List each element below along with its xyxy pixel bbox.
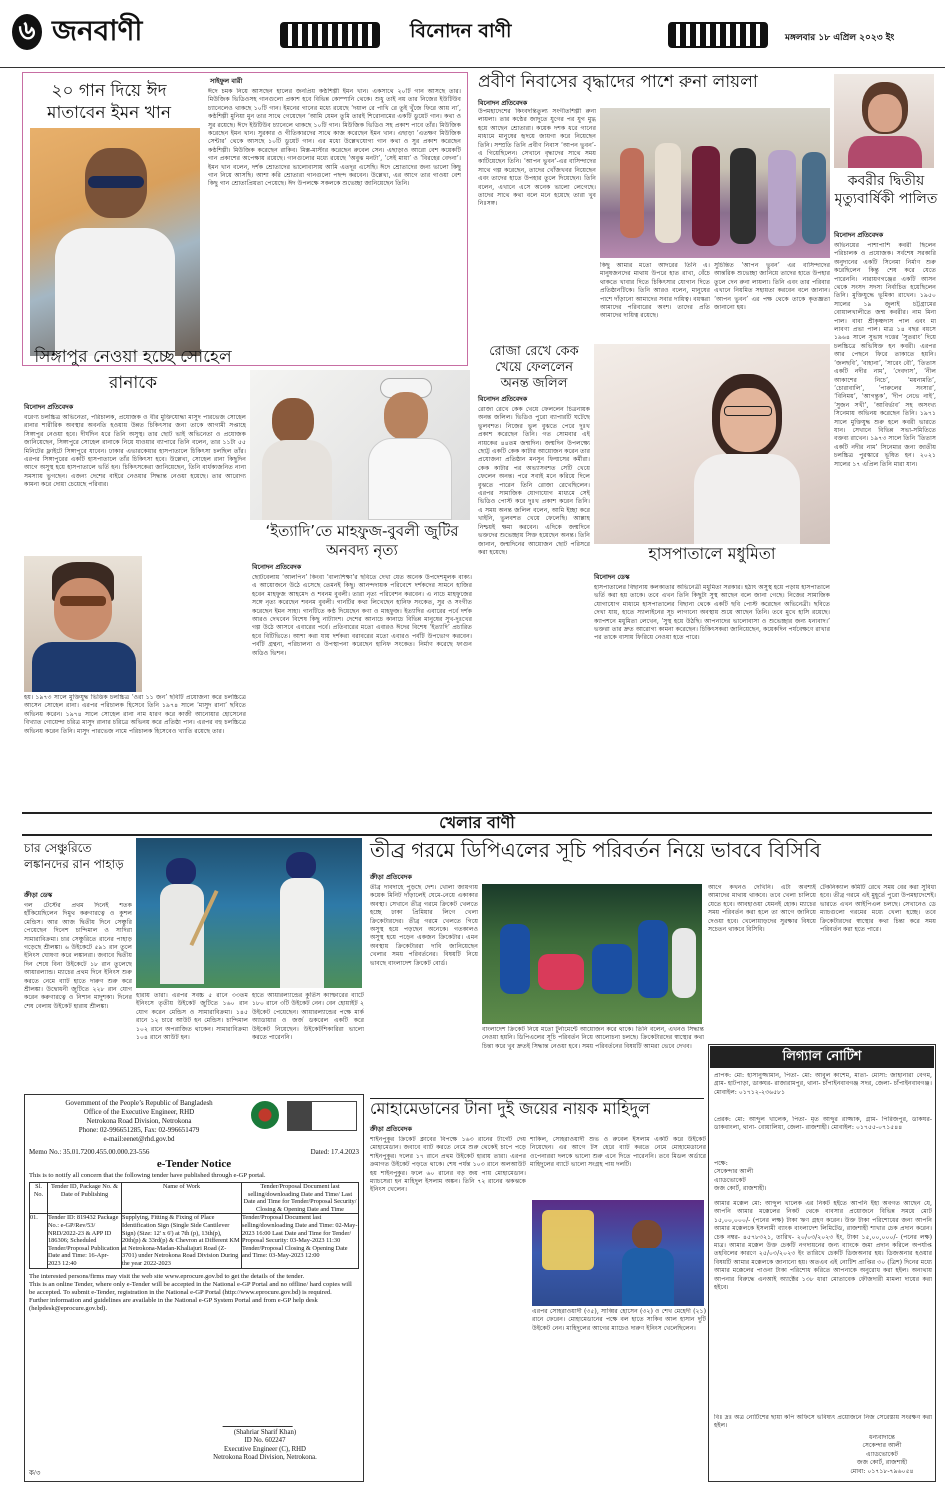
sports-band-title: খেলার বাণী <box>439 813 515 832</box>
tender-cell-sl: 01. <box>30 1214 48 1268</box>
mujib-logo-icon <box>287 1101 357 1131</box>
legal-recipient: প্রাপক: মো: হাসানুজ্জামান, পিতা- মো: আবুল কাশেম, মাতা- মোসা: জাহানারা বেগম, গ্রাম- হাটপাড়া, ডাকঘর- রাজারামপুর, থানা- চাঁপাইনবাবগঞ্জ সদর, জেলা- চাঁপাইনবাবগঞ্জ। মোবাইল: ০১৭১২-২৩৬৫৮১ <box>714 1072 932 1096</box>
govt-seal-icon <box>251 1101 279 1129</box>
legal-sign-5: মোবা: ০১৭১৮-৭৯৬০৫৪ <box>850 1467 914 1475</box>
tender-foot-1: The interested persons/firms may visit the web site www.eprocure.gov.bd to get the details of the tender. <box>29 1272 305 1280</box>
kabori-headline: কবরীর দ্বিতীয় মৃত্যুবার্ষিকী পালিত <box>834 173 938 207</box>
tender-office-2: Netrokona Road Division, Netrokona <box>86 1117 192 1125</box>
runa-byline: বিনোদন প্রতিবেদক <box>478 99 528 107</box>
mahidul-body-1: শাইনপুকুর ক্রিকেট ক্লাবের বিপক্ষে ১৬৩ রানের টার্গেট দেয় মোহামেডান। জবাবে ব্যাট করতে নেমে শুরু থেকেই চাপে পড়ে শাইনপুকুর। দলের ১৭ রানে প্রথম উইকেট হারায় তারা। এরপর ক্রমাগত উইকেট পড়তে থাকে। শেষ পর্যন্ত ১০৩ রানে অলআউট হয় শাইনপুকুর। ফলে ৬০ রানের বড় জয় পায় মোহামেডান। ম্যাচসেরা হন মাহিদুল ইসলাম অঙ্কন। তিনি ৭২ রানের ঝকঝকে ইনিংস খেলেন। <box>370 1136 526 1194</box>
bpl-photo <box>482 884 702 1024</box>
ananta-byline: বিনোদন প্রতিবেদক <box>478 395 528 403</box>
runa-photo <box>600 108 830 258</box>
ananta-body: রোজা রেখে কেক খেয়ে ফেললেন চিত্রনায়ক অনন্ত জলিল। ভিডিও পুরো ব্যাপারটি ঘটেছে ভুলবশত। নিজের ভুল বুঝতে পেরে দুঃখ প্রকাশ করেছেন তিনি। গত সোমবার এই নায়কের ৪৪তম জন্মদিন। জন্মদিন উপলক্ষ্যে ছোট্ট একটি কেক কাটার আয়োজন করেন তার প্রযোজনা প্রতিষ্ঠান মনসুন ফিল্মসের কর্মীরা। কেক কাটার পর অভ্যাসবশত সেটি খেয়ে ফেলেন অনন্ত। পরে সবাই মনে করিয়ে দিলে বুঝতে পারেন তিনি রোজা রেখেছিলেন। এরপর সামাজিক যোগাযোগ মাধ্যমে সেই ভিডিও পোস্ট করে দুঃখ প্রকাশ করেন তিনি। এ সময় অনন্ত জলিল বলেন, আমি ইচ্ছা করে খাইনি, ভুলবশত খেয়ে ফেলেছি। আল্লাহ নিশ্চয়ই ক্ষমা করবেন। এদিকে জন্মদিনে ভক্তদের শুভেচ্ছায় সিক্ত হয়েছেন অনন্ত। তিনি জানান, জন্মদিনের আয়োজন ছোট পরিসরে করা হয়েছে। <box>478 406 590 556</box>
mahidul-byline: ক্রীড়া প্রতিবেদক <box>370 1125 412 1133</box>
runa-body-1: উপমহাদেশের কিংবদন্তিতুল্য সংগীতশিল্পী রুনা লায়লা। তার কণ্ঠের জাদুতে যুগের পর যুগ মুগ্ধ হয়ে আছেন শ্রোতারা। কয়েক দশক ধরে গানের মাধ্যমে মানুষের হৃদয়ে জায়গা করে নিয়েছেন তিনি। সম্প্রতি তিনি প্রবীণ নিবাস ‘আপন ভুবন’-এ গিয়েছিলেন। সেখানে বৃদ্ধাদের সাথে সময় কাটিয়েছেন তিনি। ‘আপন ভুবন’-এর বাসিন্দাদের সাথে গল্প করেছেন, তাদের খোঁজখবর নিয়েছেন এবং তাদের হাতে উপহার তুলে দিয়েছেন। তিনি বলেন, এখানে এসে অনেক ভালো লেগেছে। তাদের সাথে কথা বলে মনে হয়েছে তারা খুব নিঃসঙ্গ। <box>478 108 596 208</box>
legal-sender: প্রেরক: মো: আব্দুল খালেক, পিতা- মৃত আব্দুর রাজ্জাক, গ্রাম- পিরিজপুর, ডাকঘর- ডাকবাংলা, থানা- বোয়ালিয়া, জেলা- রাজশাহী। মোবাইল: ০১৭৫৫-০৭১৫৪৪ <box>714 1116 932 1132</box>
tender-code: ক/৩ <box>29 1469 41 1477</box>
ittadi-body: ছোটবেলায় ‘আলপিন’ কিংবা ‘বাল্যশিক্ষা’র ছবিতে দেখা যেত অনেক উপদেশমূলক বাক্য। এ আয়োজনে উঠে এসেছে তেমনই কিছু। আনন্দদায়ক পরিবেশে দর্শকদের সামনে হাজির হবেন মাহফুজ আহমেদ ও শবনম বুবলী। তারা নৃত্য পরিবেশন করবেন। এ নাচে মাহফুজের সঙ্গে নৃত্য করেছেন শবনম বুবলী। গানটির কথা লিখেছেন হানিফ সংকেত, সুর ও সংগীত করেছেন ইমন সাহা। গানটিতে কণ্ঠ দিয়েছেন কণা ও মাহফুজ। ইত্যাদির এবারের পর্বে দর্শক আরও দেখবেন বিশেষ কিছু নাট্যাংশ। দেশের আনাচে কানাচে বিভিন্ন মানুষের সুখ-দুঃখের গল্প উঠে আসবে এবারের পর্বে। প্রতিবারের মতো এবারও ঈদের বিশেষ ‘ইত্যাদি’ প্রচারিত হবে বিটিভিতে। আশা করা যায় দর্শকরা বরাবরের মতো এবারও পর্বটি উপভোগ করবেন। পর্বটি গ্রন্থনা, পরিচালনা ও উপস্থাপনা করেছেন হানিফ সংকেত। নির্মাণ করেছে ফাগুন অডিও ভিশন। <box>252 574 472 657</box>
chari-body-3: হাতে আয়ারল্যান্ডের কুর্তিস ক্যাম্ফারের ব্যাটে ১৮০ রানে ৩টি উইকেট নেন। বেন হোয়াইট ২ উইকেট পেয়েছেন। আয়ারল্যান্ডের পক্ষে মার্ক অ্যাডায়ার ও জর্জ ডকরেল একটি করে উইকেট নিয়েছেন। উইকেটশিকারিরা ভালো করতে পারেননি। <box>252 992 364 1042</box>
bpl-body-2: বাংলাদেশ ক্রিকেট নিয়ে মতো টুর্নামেন্টে আয়োজন করে থাকে। তিনি বলেন, এখনও সিদ্ধান্ত নেওয়া হয়নি। ডিপিএলের সূচি পরিবর্তন নিয়ে আলোচনা চলছে। ক্রিকেটারদের স্বাস্থ্যের কথা চিন্তা করে খুব দ্রুতই সিদ্ধান্ত নেওয়া হবে। সময় পরিবর্তনের বিষয়টি আমরা ভেবে দেখব। <box>482 1026 704 1050</box>
sohel-body: বরেণ্য চলচ্চিত্র অভিনেতা, পরিচালক, প্রযোজক ও বীর মুক্তিযোদ্ধা মাসুদ পারভেজ সোহেল রানার শারীরিক অবস্থার অবনতি হওয়ায় উন্নত চিকিৎসার জন্য তাকে আগামী সপ্তাহে সিঙ্গাপুর নেওয়া হবে। দীর্ঘদিন ধরে তিনি অসুস্থ। তার ছোট ভাই অভিনেতা ও প্রযোজক জানিয়েছেন, সিঙ্গাপুরে সোহেল রানাকে নিয়ে যাওয়ার ব্যাপারে তিনি বলেন, তার ১১টা ৫৫ মিনিটের ফ্লাইটে সিঙ্গাপুরে যাবেন। ঢাকার এভারকেয়ার হাসপাতালে চিকিৎসা চলছিল তাঁর। এরপর সিঙ্গাপুরের একটি হাসপাতালে তাঁর চিকিৎসা হবে। উল্লেখ্য, সোহেল রানা কিছুদিন আগে অসুস্থ হয়ে হাসপাতালে ভর্তি হন। চিকিৎসকেরা জানিয়েছেন, তিনি বার্ধক্যজনিত নানা সমস্যায় ভুগছেন। এজন্য দেশের বাইরে নেওয়ার সিদ্ধান্ত নেওয়া হয়েছে। তার আরোগ্য কামনা করে দোয়া চেয়েছে পরিবার। <box>24 414 246 489</box>
legal-sign-4: জজ কোর্ট, রাজশাহী <box>856 1459 908 1467</box>
emon-photo <box>30 128 200 356</box>
tender-col-dates: Tender/Proposal Document last selling/downloading Date and Time/ Last Date and Time for Tender/Proposal Security/ Closing & Opening Date and Time <box>242 1183 359 1214</box>
legal-note: বিঃ দ্রঃ অত্র নোটিশের ছায়া কপি অফিসে ভবিষ্যৎ প্রয়োজনে নিজ সেরেস্তায় সংরক্ষণ করা হইল। <box>714 1414 932 1430</box>
tender-office-1: Office of the Executive Engineer, RHD <box>83 1108 195 1116</box>
legal-by: পক্ষে: <box>714 1160 728 1167</box>
legal-lawyer-title: এ্যাডভোকেট <box>714 1176 746 1184</box>
runa-body-2: কিছু আমার মতো আদরের তিনি এ। মানুষজনদের মাথায় উপরে হাত রাখা, বেঁচে থাকতে খাবার দিতে চিকিৎসার যোগান দিতে প্রতিষ্ঠানটিকে। তিনি আরও বলেন, মানুষের পাশে দাঁড়ানো আমাদের সবার দায়িত্ব। বয়স্করা আমাদের পরিবারের অংশ। তাদের প্রতি আমাদের দায়িত্ব রয়েছে। <box>600 262 710 320</box>
mahidul-headline: মোহামেডানের টানা দুই জয়ের নায়ক মাহিদুল <box>370 1098 704 1118</box>
ittadi-byline: বিনোদন প্রতিবেদক <box>252 563 302 571</box>
tender-cell-dates: Tender/Proposal Document last selling/downloading Date and Time: 02-May-2023 16:00 Last Date and Time for Tender/ Proposal Security: 03-May-2023 11:30 Tender/Proposal Closing & Opening Date and Time: 03-May-2023 12:00 <box>242 1214 359 1268</box>
legal-sign-1: ধন্যবাদান্তে <box>869 1434 895 1441</box>
tender-notice <box>24 1094 364 1482</box>
tender-date: Dated: 17.4.2023 <box>310 1148 359 1156</box>
tender-sign-id: ID No. 602247 <box>244 1437 286 1445</box>
tender-table <box>29 1182 359 1269</box>
section-title: বিনোদন বাণী <box>410 20 512 42</box>
tender-intro: This is to notify all concern that the following tender have published through e-GP portal. <box>29 1172 266 1179</box>
bpl-body-4: টেকনিক্যাল কমিটি রেখে সময় বের করা সুবিধা হবে। তীব্র গরমে এই মুহূর্তে পুরো উপমহাদেশেই। ভারতে এখন আইপিএল চলছে। সেখানেও ডে ম্যাচগুলো গরমের মধ্যে খেলা হচ্ছে। তবে ক্রিকেটারদের স্বাস্থ্যের কথা চিন্তা করে সময় পরিবর্তন করা হতে পারে। <box>820 884 936 934</box>
ittadi-photo <box>250 370 470 520</box>
ittadi-headline: ‘ইত্যাদি’তে মাহফুজ-বুবলী জুটির অনবদ্য নৃত্য <box>265 522 459 559</box>
runa-body-3: সুচিন্তিত ‘আপন ভুবন’ এর বাসিন্দাদের আন্তরিক শুভেচ্ছা জানিয়ে তাদের হাতে উপহার তুলে দেন রুনা লায়লা। তিনি এবং তার পরিবার এখানে নিয়মিত সহায়তা করবেন বলে জানান। ‘আপন ভুবন’ এর পক্ষ থেকে তাকে কৃতজ্ঞতা জানানো হয়। <box>714 262 830 312</box>
sohel-headline: সিঙ্গাপুর নেওয়া হচ্ছে সোহেল রানাকে <box>34 347 232 393</box>
tender-foot-2: This is an online Tender, where only e-Tender will be accepted in the National e-GP Portal and no offline/ hard copies will be accepted. To submit e-Tender, registration in the National e-GP Portal (http://www.eprocure.gov.bd) is required. <box>29 1280 352 1296</box>
tender-cell-work: Supplying, Fitting & Fixing of Place Identification Sign (Single Side Cantilever Sign) (Size: 12' x 6') at 7th (p), 13th(p), 20th(p) & 33rd(p) & Chevron at Different KM at Netrokona-Madan-Khaliajuri Road (Z- 3701) under Netrokona Road Division During the year 2022-2023 <box>122 1214 240 1267</box>
sohel-byline: বিনোদন প্রতিবেদক <box>24 403 74 411</box>
tender-gov: Government of the People’s Republic of Bangladesh <box>65 1099 213 1107</box>
paper-logo: জনবাণী <box>52 14 143 47</box>
tender-col-work: Name of Work <box>122 1183 242 1214</box>
mahidul-photo <box>532 1200 704 1306</box>
legal-lawyer <box>714 1160 932 1196</box>
film-reel-icon-left <box>280 22 380 48</box>
bpl-body-3: আগে কখনও দেখিনি। এটা অবশ্যই আমাদের মাথায় থাকবে। তবে খেলা চালিয়ে যেতে হবে। আবহাওয়া যেমনই হোক। ম্যাচের সময় পরিবর্তন করা হলে তা আগে জানিয়ে দেওয়া হবে। খেলোয়াড়দের সুরক্ষার বিষয়ে সচেতন থাকবে বিসিবি। <box>708 884 816 934</box>
bpl-byline: ক্রীড়া প্রতিবেদক <box>370 873 412 881</box>
chari-byline: ক্রীড়া ডেস্ক <box>24 891 53 899</box>
tender-phone: Phone: 02-996651285, Fax: 02-996651479 <box>78 1126 200 1134</box>
sports-band <box>22 812 932 836</box>
mahidul-body-2: শাকিল, সোহরাওয়ার্দী শুভ ও রুবেল ইসলাম একটি করে উইকেট নিয়েছেন। এর আগে টস হেরে ব্যাট করতে নেমে মোহামেডানের ওপেনাররা দলকে ভালো শুরু এনে দিতে পারেননি। তবে মিডল অর্ডারে মাহিদুলের ব্যাটে ভালো সংগ্রহ পায় দলটি। <box>530 1136 706 1169</box>
tender-foot-3: Further information and guidelines are available in the National e-GP System Portal and from e-GP help desk (helpdesk@eprocure.gov.bd). <box>29 1296 318 1312</box>
tender-sign-office: Netrokona Road Division, Netrokona. <box>213 1454 317 1462</box>
emon-byline: সাইফুল বারী <box>210 77 243 85</box>
legal-sign-3: এ্যাডভোকেট <box>866 1450 898 1458</box>
chari-body-2: হারায় তারা। এরপর সবচ্চ ৫ রানে ৩৩তম ইনিংসে তৃতীয় উইকেট জুটিতে ১৬০ রান যোগ করেন মেন্ডিস ও সামারাবিক্রমা। ১৪৫ রানে ১২ চারে আউট হন মেন্ডিস। চান্দিমাল ১০২ রানে অপরাজিত থাকেন। সামারাবিক্রমা ১০৪ রানে আউট হন। <box>136 992 248 1042</box>
tender-sign-name: (Shahriar Sharif Khan) <box>233 1429 297 1436</box>
emon-body: ঈদে চমক নিয়ে আসছেন হালের জনপ্রিয় কণ্ঠশিল্পী ইমন খান। একসাথে ২০টি গান আসছে তার। মিউজিক ভিডিওসহ গানগুলো প্রকাশ হবে বিভিন্ন কোম্পানি থেকে। শুধু তাই নয় তার নিজের ইউটিউব চ্যানেলেও থাকছে ১০টি গান। ইমনের গানের মধ্যে রয়েছে ‘দয়াল রে পাখি রে তুই খুঁজে ফিরে আয় না’, কণ্ঠশিল্পী মুনিয়া মুন তার সাথে গেয়েছেন ‘আমি যেমন তুমি তারই শিরোনামের একটি ডুয়েট গান। কথা ও সুর রয়েছে। ঈদে ইউটিউব চ্যানেলে থাকছে ১০টি গান। মিউজিক ভিডিও সহ প্রকাশ পাবে তাঁর। মিউজিক করেছেন ইমন খান। সুরকার ও গীতিকারদের সাথে কাজ করেছেন ইমন খান। এছাড়া ‘এতক্ষণ মিউজিক সেন্টার’ থেকে আসছে ১০টি ডুয়েট গান। এর মধ্যে উল্লেখযোগ্য গান কথা ও সুর প্রকাশ করেছেন কণ্ঠশিল্পী। মিউজিক করেছেন রাকিব। মিক্স-মাস্টার করেছেন রুবেল সেন। এছাড়াও আরো বেশ কয়েকটি গান প্রকাশের অপেক্ষায় রয়েছে। গানগুলোর মধ্যে রয়েছে ‘অবুঝ মনটা’, ‘সেই মায়া’ ও ‘বিরহের বেদনা’। ইমন খান বলেন, দর্শক শ্রোতাদের ভালোবাসায় আমি এতদূর এসেছি। ঈদে শ্রোতাদের জন্য ভালো কিছু গান নিয়ে আসছি। আশা করি শ্রোতারা গানগুলো পছন্দ করবেন। উল্লেখ্য, এর আগে তার গাওয়া বেশ কিছু গান শ্রোতাপ্রিয়তা পেয়েছে। ঈদ উপলক্ষে সকলকে শুভেচ্ছা জানিয়েছেন তিনি। <box>208 88 461 188</box>
legal-sign-2: সেকেন্দার আলী <box>862 1442 902 1450</box>
legal-body: আমার মক্কেল মো: আব্দুল খালেক এর নিকট হইতে আপনি ইহা অবগত আছেন যে, আপনি আমার মক্কেলের নিকট থেকে ব্যবসার প্রয়োজনে বিভিন্ন সময়ে মোট ১৫,০০,০০০/- (পনের লক্ষ) টাকা ঋণ গ্রহণ করেন। উক্ত টাকা পরিশোধের জন্য আপনি আমার মক্কেলকে ইসলামী ব্যাংক বাংলাদেশ লিমিটেড, রাজশাহী শাখার চেক প্রদান করেন। চেক নম্বর- ৪৫৭৮৩২১, তারিখ- ২০/০৩/২০২৩ ইং, টাকা ১৫,০০,০০০/- (পনের লক্ষ) মাত্র। আমার মক্কেল উক্ত চেকটি নগদায়নের জন্য ব্যাংকে জমা প্রদান করিলে অপর্যাপ্ত তহবিলের কারণে ২৫/০৩/২০২৩ ইং তারিখে চেকটি ডিজঅনার হয়। ডিজঅনার হওয়ার বিষয়টি আমার মক্কেলকে জানানো হয়। অতএব এই নোটিশ প্রাপ্তির ৩০ (ত্রিশ) দিনের মধ্যে আমার মক্কেলের পাওনা টাকা পরিশোধ করিতে আপনাকে অনুরোধ করা হইল। অন্যথায় আপনার বিরুদ্ধে এনআই অ্যাক্টের ১৩৮ ধারা মোতাবেক ফৌজদারী মামলা দায়ের করা হইবে। <box>714 1200 932 1292</box>
chari-photo <box>136 838 362 988</box>
chari-headline: চার সেঞ্চুরিতে লঙ্কানদের রান পাহাড় <box>24 841 124 871</box>
film-reel-icon-right <box>668 22 768 48</box>
emon-headline: ২০ গান দিয়ে ঈদ মাতাবেন ইমন খান <box>47 81 171 123</box>
madhumita-byline: বিনোদন ডেস্ক <box>594 573 630 581</box>
chari-body: গল টেস্টের প্রথম দিনেই শতক হাঁকিয়েছিলেন দিমুথ করুণারত্নে ও কুশল মেন্ডিস। আর আজ দ্বিতীয় দিনে সেঞ্চুরি পেয়েছেন দিনেশ চান্দিমাল ও সাদিরা সামারাবিক্রমা। চার সেঞ্চুরিতে রানের পাহাড় গড়েছে শ্রীলঙ্কা। ৬ উইকেটে ৫৯১ রান তুলে ইনিংস ঘোষণা করে লঙ্কানরা। জবাবে দ্বিতীয় দিন শেষে বিনা উইকেটে ১৮ রান তুলেছে আয়ারল্যান্ড। ম্যাচের প্রথম দিনে ইনিংস শুরু করতে নেমে ব্যাট হাতে দারুণ শুরু করে শ্রীলঙ্কা। উদ্বোধনী জুটিতে ২২৮ রান যোগ করেন করুণারত্নে ও নিশান মাদুশকা। দিনের শেষ বেলায় উইকেট হারায় শ্রীলঙ্কা। <box>24 902 132 1010</box>
issue-date: মঙ্গলবার ১৮ এপ্রিল ২০২৩ ইং <box>785 33 895 43</box>
kabori-photo <box>834 74 934 168</box>
legal-lawyer-name: সেকেন্দার আলী <box>714 1168 754 1176</box>
tender-col-id: Tender ID, Package No. & Date of Publishing <box>48 1183 122 1214</box>
madhumita-photo <box>594 344 830 544</box>
legal-signoff <box>830 1434 934 1480</box>
bpl-body-1: তীব্র দাবদাহে পুড়ছে দেশ। খোলা জায়গায় কয়েক মিনিট দাঁড়ালেই ঘেমে-নেয়ে একাকার অবস্থা। সেখানে তীব্র গরমে ক্রিকেট খেলতে হচ্ছে ঢাকা প্রিমিয়ার লিগে খেলা ক্রিকেটারদের। তীব্র গরমে খেলতে গিয়ে অসুস্থ হয়ে পড়ছেন অনেকে। গতকালও অসুস্থ হয়ে পড়েন একজন ক্রিকেটার। এমন অবস্থায় ক্রিকেটাররা দাবি জানিয়েছেন খেলার সময় পরিবর্তনের। বিষয়টি নিয়ে ভাবছে বাংলাদেশ ক্রিকেট বোর্ড। <box>370 884 478 967</box>
sohel-photo <box>24 556 142 692</box>
tender-col-sl: Sl. No. <box>30 1183 48 1214</box>
signature-mark <box>222 1413 297 1427</box>
tender-memo: Memo No.: 35.01.7200.455.00.000.23-556 <box>29 1148 150 1156</box>
page-number: ৬ <box>12 14 42 50</box>
ananta-headline: রোজা রেখে কেক খেয়ে ফেললেন অনন্ত জলিল <box>489 344 579 391</box>
madhumita-headline: হাসপাতালে মধুমিতা <box>648 544 776 563</box>
legal-notice-header: লিগ্যাল নোটিশ <box>710 1046 934 1068</box>
madhumita-body: হাসপাতালের বিছানায় কলকাতার অভিনেত্রী মধুমিতা সরকার। হঠাৎ অসুস্থ হয়ে পড়ায় হাসপাতালে ভর্তি করা হয় তাকে। তবে এখন তিনি কিছুটা সুস্থ আছেন বলে জানা গেছে। নিজের সামাজিক যোগাযোগ মাধ্যমে হাসপাতালের বিছানা থেকে একটি ছবি পোস্ট করেছেন অভিনেত্রী। ছবিতে দেখা যায়, হাতে স্যালাইনের সূচ লাগানো অবস্থায় শুয়ে আছেন তিনি। তবে মুখে হাসি রয়েছে। ক্যাপশনে মধুমিতা লেখেন, ‘সুস্থ হয়ে উঠছি। আপনাদের ভালোবাসা ও শুভেচ্ছার জন্য ধন্যবাদ।’ ভক্তরা তার দ্রুত আরোগ্য কামনা করেছেন। চিকিৎসকরা জানিয়েছেন, কয়েকদিন পর্যবেক্ষণে রাখার পর তাকে বাসায় ফিরিয়ে নেওয়া হতে পারে। <box>594 584 830 642</box>
tender-email: e-mail:eenet@rhd.gov.bd <box>103 1135 175 1143</box>
tender-sign-title: Executive Engineer (C), RHD <box>224 1445 306 1453</box>
tender-heading: e-Tender Notice <box>156 1158 232 1170</box>
runa-headline: প্রবীণ নিবাসের বৃদ্ধাদের পাশে রুনা লায়লা <box>478 72 758 92</box>
kabori-body: অভিনয়ের পাশাপাশি কবরী ছিলেন পরিচালক ও প্রযোজক। সর্বশেষ সরকারি অনুদানের একটি সিনেমা নির্মাণ শুরু করেছিলেন কিন্তু শেষ করে যেতে পারেননি। নারায়ণগঞ্জের একটি আসন থেকে সংসদ সদস্য নির্বাচিত হয়েছিলেন তিনি। মুক্তিযুদ্ধে ভূমিকা রাখেন। ১৯৫০ সালের ১৯ জুলাই চট্টগ্রামের বোয়ালখালীতে জন্ম কবরীর। নাম মিনা পাল। বাবা শ্রীকৃষ্ণদাস পাল এবং মা লাবণ্য প্রভা পাল। মাত্র ১৪ বছর বয়সে ১৯৬৪ সালে সুভাষ দত্তের ‘সুতরাং’ দিয়ে চলচ্চিত্রে অভিষিক্ত হন কবরী। এরপর আর পেছনে ফিরে তাকাতে হয়নি। ‘জলছবি’, ‘বাহানা’, ‘সারেং বৌ’, ‘তিতাস একটি নদীর নাম’, ‘দেবদাস’, ‘নীল আকাশের নিচে’, ‘ময়নামতি’, ‘চোরাবালি’, ‘পারুলের সংসার’, ‘বিনিময়’, ‘আগন্তুক’, ‘দীপ নেভে নাই’, ‘সুজন সখী’, ‘আবির্ভাব’ সহ অসংখ্য সিনেমায় অভিনয় করেছেন তিনি। ১৯৭১ সালে মুক্তিযুদ্ধ শুরু হলে কবরী ভারতে যান। সেখানে বিভিন্ন সভা-সমিতিতে বক্তব্য রাখেন। ১৯৭৩ সালে তিনি ‘তিতাস একটি নদীর নাম’ সিনেমার জন্য জাতীয় চলচ্চিত্র পুরস্কারে ভূষিত হন। ২০২১ সালের ১৭ এপ্রিল তিনি মারা যান। <box>834 242 936 468</box>
mahidul-body-3: এরপর সোহরাওয়ার্দী (৩৫), সাব্বির হোসেন (৩২) ও শেখ মেহেদী (২১) রানে ফেরেন। মোহামেডানের পক্ষে বল হাতে সাকিব আল হাসান দুটি উইকেট নেন। মাহিদুলের আগের ম্যাচেও দারুণ ইনিংস খেলেছিলেন। <box>532 1308 706 1332</box>
legal-lawyer-court: জজ কোর্ট, রাজশাহী। <box>714 1185 767 1193</box>
tender-cell-id: Tender ID: 819432 Package No.: e-GP/Rev/53/ NRD/2022-23 & APP ID 186306; Scheduled Tender/Proposal Publication Date and Time: 16-Apr-2023 12:40 <box>48 1214 122 1268</box>
sohel-body-2: হয়। ১৯৭৩ সালে মুক্তিযুদ্ধ ভিত্তিক চলচ্চিত্র ‘ওরা ১১ জন’ ছবিটি প্রযোজনা করে চলচ্চিত্রে আসেন সোহেল রানা। এরপর পরিচালক হিসেবে তিনি ১৯৭৪ সালে ‘মাসুদ রানা’ ছবিতে অভিনয় করেন। ১৯৭৪ সালে সোহেল রানা নাম ধারণ করে কাজী আনোয়ার হোসেনের বিখ্যাত গোয়েন্দা চরিত্র মাসুদ রানার চরিত্রে অভিনয় করে প্রতিষ্ঠা পান। এরপর বহু চলচ্চিত্রে অভিনয় করেন তিনি। মাসুদ পারভেজ নামে পরিচালক হিসেবেও খ্যাতি রয়েছে তার। <box>24 694 246 735</box>
kabori-byline: বিনোদন প্রতিবেদক <box>834 231 884 239</box>
masthead <box>0 0 945 68</box>
bpl-headline: তীব্র গরমে ডিপিএলের সূচি পরিবর্তন নিয়ে ভাববে বিসিবি <box>370 838 821 862</box>
